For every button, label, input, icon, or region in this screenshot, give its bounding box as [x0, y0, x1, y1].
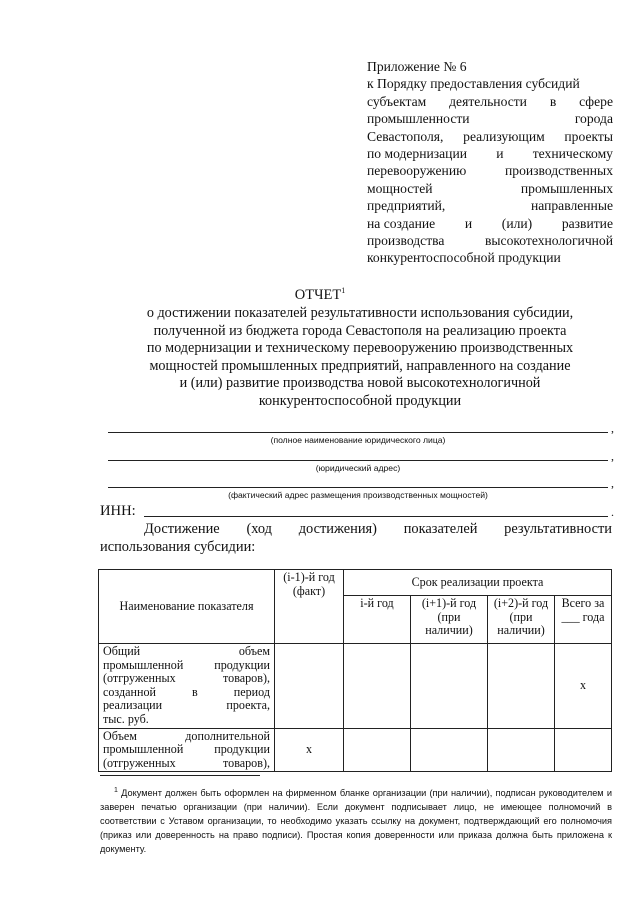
year-i2-cell	[488, 644, 555, 729]
inn-line	[144, 516, 608, 517]
actual-address-caption: (фактический адрес размещения производственных мощностей)	[228, 490, 488, 500]
appendix-line: предприятий, направленные	[367, 198, 613, 214]
appendix-line: конкурентоспособной продукции	[367, 250, 561, 266]
achievement-text: Достижение (ход достижения) показателей результативности использования субсидии:	[100, 521, 612, 555]
appendix-block	[367, 58, 613, 267]
footnote-separator	[100, 775, 260, 776]
prev-year-cell: х	[275, 728, 344, 772]
footnote-mark: 1	[341, 286, 346, 295]
year-i-cell	[344, 728, 411, 772]
prev-year-cell	[275, 644, 344, 729]
indicator-name-cell: Общий объем промышленной продукции (отгруженных товаров), созданной в период реализации проекта, тыс. руб.	[99, 644, 275, 729]
appendix-line: мощностей промышленных	[367, 180, 613, 196]
legal-address-caption: (юридический адрес)	[315, 463, 401, 473]
total-cell: х	[555, 644, 612, 729]
indicators-table	[98, 569, 612, 772]
year-i-cell	[344, 644, 411, 729]
table-row	[99, 644, 612, 729]
header-total: Всего за ___ года	[555, 596, 612, 644]
header-year-i: i-й год	[344, 596, 411, 644]
total-cell	[555, 728, 612, 772]
appendix-line: по модернизации и техническому	[367, 146, 613, 162]
report-subtitle: о достижении показателей результативности использования субсидии, полученной из бюджета города Севастополя на реализацию проекта по модернизации и техническому перевооружению производственных мощностей промышленных предприятий, направленного на создание и (или) развитие производства новой высокотехнологичной конкурентоспособной продукции	[146, 305, 574, 409]
year-i1-cell	[411, 728, 488, 772]
appendix-heading: Приложение № 6	[367, 59, 467, 74]
header-project-period: Срок реализации проекта	[344, 570, 612, 596]
legal-name-caption: (полное наименование юридического лица)	[270, 435, 446, 445]
footnote: $^1$ Документ должен быть оформлен на фирменном бланке организации (при наличии), подписан руководителем и заверен печатью организации (при наличии). Если документ подписывает лицо, не имеющее полномочий в соответствии с Уставом организации, то необходимо указать ссылку на документ, подтверждающий его полномочия (приказ или доверенность на право подписи). Простая копия доверенности или приказа должна быть приложена к документу.	[100, 787, 612, 855]
header-prev-year: (i-1)-й год (факт)	[275, 570, 344, 644]
appendix-line: субъектам деятельности в сфере	[367, 93, 613, 109]
appendix-line: Севастополя, реализующим проекты	[367, 128, 613, 144]
appendix-line: перевооружению производственных	[367, 163, 613, 179]
appendix-line: промышленности города	[367, 111, 613, 127]
actual-address-line	[108, 487, 608, 488]
header-year-i1: (i+1)-й год (при наличии)	[411, 596, 488, 644]
year-i2-cell	[488, 728, 555, 772]
header-year-i2: (i+2)-й год (при наличии)	[488, 596, 555, 644]
year-i1-cell	[411, 644, 488, 729]
report-title: ОТЧЕТ$^1$	[294, 286, 346, 303]
indicator-name-cell: Объем дополнительной промышленной продукции (отгруженных товаров),	[99, 728, 275, 772]
legal-address-line	[108, 460, 608, 461]
appendix-line: на создание и (или) развитие	[367, 215, 613, 231]
appendix-line: к Порядку предоставления субсидий	[367, 76, 580, 92]
legal-name-line	[108, 432, 608, 433]
appendix-line: производства высокотехнологичной	[367, 233, 613, 249]
header-indicator-name: Наименование показателя	[99, 570, 275, 644]
inn-label: ИНН:	[100, 503, 136, 519]
table-row	[99, 728, 612, 772]
